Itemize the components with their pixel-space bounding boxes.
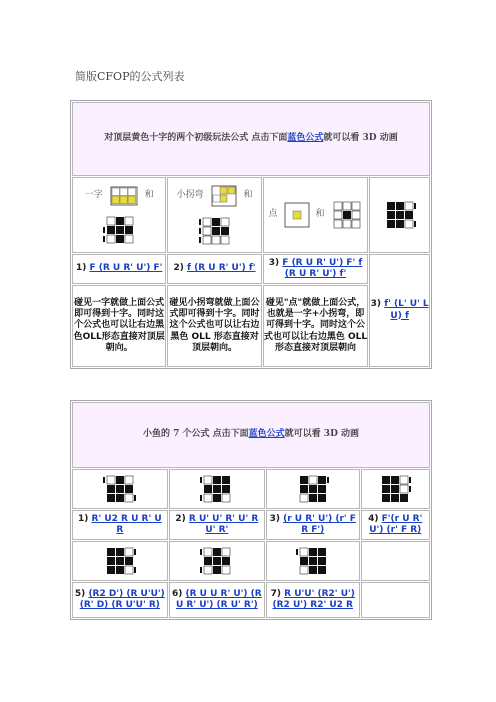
fish-formula-link-6[interactable]: (R U U R' U') (R U R' U') (R U' R') <box>175 588 262 610</box>
fish-pic-3 <box>266 469 360 509</box>
header-text: 对顶层黄色十字的两个初级玩法公式 点击下面 <box>104 133 288 144</box>
formula-number: 6) <box>171 588 183 599</box>
description-corner: 碰见小拐弯就做上面公式即可得到十字。同时这个公式也可以让右边黑色 OLL 形态直接对顶层朝向。 <box>167 285 261 367</box>
cube-top-yellow-corner-icon <box>208 182 240 210</box>
formula-number: 3) <box>269 513 280 524</box>
header-text-suffix: 就可以看 3D 动画 <box>323 133 398 144</box>
pic-label-and-2: 和 <box>243 190 253 201</box>
section1-header <box>72 102 430 176</box>
formula-cell-1 <box>72 254 166 284</box>
fish-formulas-table <box>70 400 432 620</box>
fish-formula-cell-5 <box>72 582 168 618</box>
cube-fish-4-icon <box>376 472 414 506</box>
formula-number: 2) <box>175 513 186 524</box>
fish-formula-link-1[interactable]: R' U2 R U R' U R <box>91 513 162 535</box>
formula-number: 4) <box>368 513 379 524</box>
fish-pic-5 <box>72 541 168 581</box>
pic-cell-line <box>72 177 166 253</box>
formula-link-4[interactable]: f' (L' U' L U) f <box>384 299 429 321</box>
formula-number: 5) <box>74 588 86 599</box>
fish-formula-link-5[interactable]: (R2 D') (R U'U') (R' D) (R U'U' R) <box>79 588 165 610</box>
fish-pic-7 <box>266 541 360 581</box>
cube-top-yellow-dot-icon <box>282 200 312 230</box>
blue-formula-link-2[interactable]: 蓝色公式 <box>248 429 285 440</box>
fish-formula-link-2[interactable]: R U' U' R' U' R U' R' <box>188 513 259 535</box>
cube-oll-pattern-3-icon <box>329 198 363 232</box>
formula-link-2[interactable]: f (R U R' U') f' <box>187 263 256 274</box>
oll-cross-table <box>70 100 432 369</box>
formula-number: 1) <box>78 513 89 524</box>
fish-formula-link-3[interactable]: (r U R' U') (r' F R F') <box>283 513 356 535</box>
formula-number: 3) <box>370 299 382 310</box>
pic-label-corner: 小拐弯 <box>176 190 204 201</box>
pic-label-line: 一字 <box>84 190 103 201</box>
fish-formula-link-7[interactable]: R U'U' (R2' U') (R2 U') R2' U2 R <box>272 588 355 610</box>
formula-cell-3 <box>263 254 369 284</box>
fish-formula-cell-2 <box>169 510 265 540</box>
fish-formula-cell-4 <box>361 510 430 540</box>
section2-header <box>72 402 430 468</box>
description-line: 碰见一字就做上面公式即可得到十字。同时这个公式也可以让右边黑色OLL形态直接对顶层朝向。 <box>72 285 166 367</box>
formula-number: 2) <box>173 263 184 274</box>
cube-oll-pattern-icon <box>101 213 137 247</box>
cube-oll-pattern-2-icon <box>197 214 233 248</box>
page-title: 简版CFOP的公式列表 <box>75 70 185 83</box>
cube-oll-pattern-4-icon <box>381 198 419 232</box>
cube-fish-5-icon <box>101 544 139 578</box>
fish-pic-4 <box>361 469 430 509</box>
fish-formula-link-4[interactable]: F'(r U R' U') (r' F R) <box>369 513 423 535</box>
fish-pic-2 <box>169 469 265 509</box>
pic-label-and: 和 <box>144 190 154 201</box>
formula-number: 1) <box>75 263 87 274</box>
cube-fish-2-icon <box>198 472 236 506</box>
formula-link-3[interactable]: F (R U R' U') F' f (R U R' U') f' <box>282 257 363 279</box>
pic-cell-corner <box>167 177 261 253</box>
fish-pic-6 <box>169 541 265 581</box>
fish-formula-cell-6 <box>169 582 265 618</box>
cube-fish-6-icon <box>198 544 236 578</box>
formula-number: 3) <box>268 257 280 268</box>
fish-formula-cell-1 <box>72 510 168 540</box>
header-text-suffix: 就可以看 3D 动画 <box>284 429 360 440</box>
cube-top-yellow-line-icon <box>107 183 141 209</box>
cube-fish-1-icon <box>101 472 139 506</box>
fish-pic-empty <box>361 541 430 581</box>
fish-formula-cell-empty <box>361 582 430 618</box>
formula-cell-4 <box>369 254 430 367</box>
pic-cell-extra <box>369 177 430 253</box>
cube-fish-3-icon <box>294 472 332 506</box>
pic-cell-dot <box>263 177 369 253</box>
formula-cell-2 <box>167 254 261 284</box>
description-dot: 碰见"点"就做上面公式，也就是一字+小拐弯，即可得到十字。同时这个公式也可以让右边黑色 OLL 形态直接对顶层朝向 <box>263 285 369 367</box>
fish-formula-cell-3 <box>266 510 360 540</box>
fish-formula-cell-7 <box>266 582 360 618</box>
header-text: 小鱼的 7 个公式 点击下面 <box>142 429 249 440</box>
fish-pic-1 <box>72 469 168 509</box>
pic-label-and-3: 和 <box>315 209 325 220</box>
cube-fish-7-icon <box>294 544 332 578</box>
formula-link-1[interactable]: F (R U R' U') F' <box>89 263 163 274</box>
formula-number: 7) <box>270 588 282 599</box>
pic-label-dot: 点 <box>268 209 278 220</box>
blue-formula-link[interactable]: 蓝色公式 <box>287 133 324 144</box>
